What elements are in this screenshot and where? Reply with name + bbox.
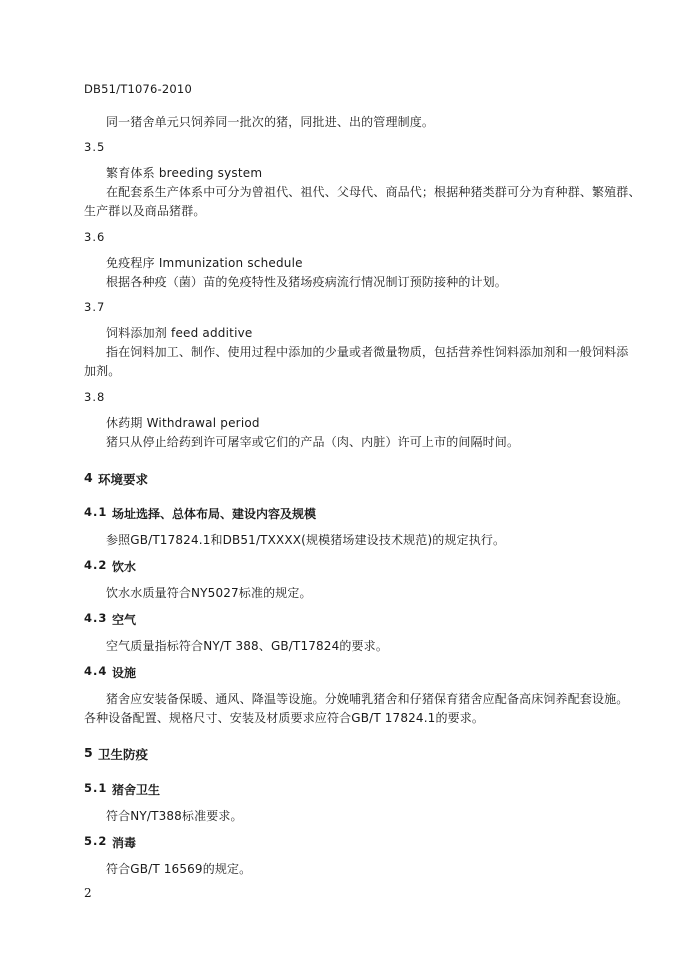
section-number: 4 — [84, 470, 93, 485]
section-title: 卫生防疫 — [98, 747, 149, 762]
paragraph: 参照GB/T17824.1和DB51/TXXXX(规模猪场建设技术规范)的规定执行。 — [106, 533, 506, 547]
paragraph-continuation: 各种设备配置、规格尺寸、安装及材质要求应符合GB/T 17824.1的要求。 — [84, 711, 485, 725]
paragraph: 同一猪舍单元只饲养同一批次的猪，同批进、出的管理制度。 — [106, 115, 435, 129]
paragraph: 在配套系生产体系中可分为曾祖代、祖代、父母代、商品代；根据种猪类群可分为育种群、繁殖群、 — [106, 185, 641, 199]
paragraph-continuation: 加剂。 — [84, 364, 121, 378]
page-number: 2 — [84, 886, 92, 900]
clause-number: 3.6 — [84, 230, 106, 244]
paragraph-continuation: 生产群以及商品猪群。 — [84, 204, 206, 218]
section-number: 5 — [84, 745, 93, 760]
paragraph: 符合GB/T 16569的规定。 — [106, 862, 252, 876]
paragraph: 猪舍应安装备保暖、通风、降温等设施。分娩哺乳猪舍和仔猪保育猪舍应配备高床饲养配套设施。 — [106, 692, 629, 706]
term-heading: 免疫程序 Immunization schedule — [106, 256, 303, 270]
subsection-title: 饮水 — [112, 560, 137, 574]
paragraph: 空气质量指标符合NY/T 388、GB/T17824的要求。 — [106, 639, 388, 653]
clause-number: 3.7 — [84, 300, 106, 314]
subsection-title: 消毒 — [112, 836, 137, 850]
term-heading: 休药期 Withdrawal period — [106, 416, 260, 430]
subsection-number: 4.2 — [84, 558, 108, 572]
subsection-number: 4.4 — [84, 664, 108, 678]
subsection-number: 5.1 — [84, 781, 108, 795]
paragraph: 根据各种疫（菌）苗的免疫特性及猪场疫病流行情况制订预防接种的计划。 — [106, 275, 507, 289]
paragraph: 指在饲料加工、制作、使用过程中添加的少量或者微量物质，包括营养性饲料添加剂和一般饲料添 — [106, 345, 629, 359]
subsection-number: 4.1 — [84, 505, 108, 519]
term-heading: 饲料添加剂 feed additive — [106, 326, 253, 340]
term-heading: 繁育体系 breeding system — [106, 166, 263, 180]
clause-number: 3.5 — [84, 140, 106, 154]
paragraph: 饮水水质量符合NY5027标准的规定。 — [106, 586, 312, 600]
subsection-title: 设施 — [112, 666, 137, 680]
subsection-number: 4.3 — [84, 611, 108, 625]
subsection-number: 5.2 — [84, 834, 108, 848]
document-code: DB51/T1076-2010 — [84, 82, 192, 96]
subsection-title: 空气 — [112, 613, 137, 627]
paragraph: 符合NY/T388标准要求。 — [106, 809, 243, 823]
section-title: 环境要求 — [98, 472, 149, 487]
paragraph: 猪只从停止给药到许可屠宰或它们的产品（肉、内脏）许可上市的间隔时间。 — [106, 435, 520, 449]
subsection-title: 场址选择、总体布局、建设内容及规模 — [112, 507, 317, 521]
clause-number: 3.8 — [84, 390, 106, 404]
subsection-title: 猪舍卫生 — [112, 783, 161, 797]
